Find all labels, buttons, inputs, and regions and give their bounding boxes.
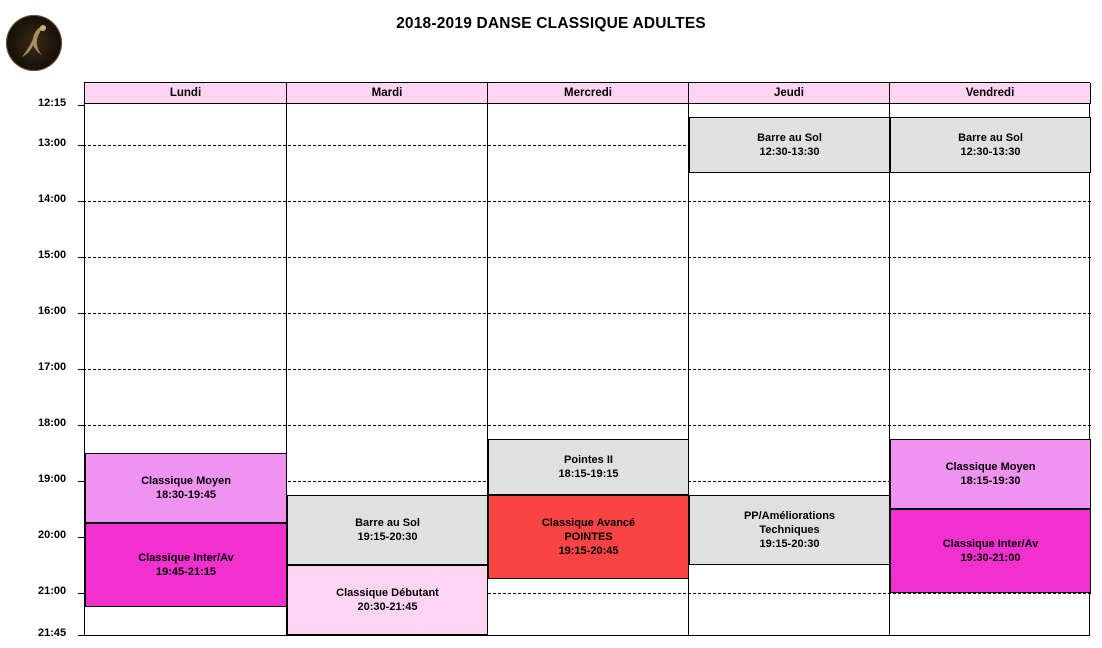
time-label: 21:45 — [38, 627, 67, 639]
class-detail: Techniques — [759, 524, 820, 536]
class-block[interactable] — [689, 495, 890, 565]
class-block[interactable] — [287, 565, 488, 635]
day-header-jeudi: Jeudi — [689, 83, 890, 104]
day-header-lundi: Lundi — [85, 83, 287, 104]
class-detail: 19:30-21:00 — [960, 552, 1021, 564]
class-detail: 18:30-19:45 — [156, 489, 216, 501]
hour-tick — [78, 425, 85, 426]
class-name: Classique Débutant — [336, 587, 439, 599]
class-detail: POINTES — [564, 531, 613, 543]
schedule-grid — [84, 82, 1090, 636]
class-name: Pointes II — [564, 454, 613, 466]
hour-tick — [78, 537, 85, 538]
time-label: 20:00 — [38, 529, 67, 541]
class-detail: 19:15-20:30 — [759, 538, 820, 550]
hour-gridline — [78, 369, 1091, 370]
class-block[interactable] — [85, 523, 287, 607]
hour-gridline — [78, 313, 1091, 314]
hour-tick — [78, 635, 85, 636]
class-detail: 19:15-20:30 — [357, 531, 418, 543]
class-detail: 18:15-19:15 — [558, 468, 619, 480]
class-block[interactable] — [85, 453, 287, 523]
hour-tick — [78, 201, 85, 202]
hour-gridline — [78, 201, 1091, 202]
time-label: 16:00 — [38, 305, 67, 317]
class-block[interactable] — [890, 439, 1091, 509]
hour-tick — [78, 481, 85, 482]
hour-tick — [78, 593, 85, 594]
class-detail: 19:15-20:45 — [558, 545, 619, 557]
class-name: Barre au Sol — [355, 517, 420, 529]
class-name: Barre au Sol — [958, 132, 1023, 144]
class-detail: 20:30-21:45 — [357, 601, 418, 613]
hour-tick — [78, 145, 85, 146]
time-label: 19:00 — [38, 473, 67, 485]
class-name: Barre au Sol — [757, 132, 822, 144]
time-label: 18:00 — [38, 417, 67, 429]
time-label: 14:00 — [38, 193, 67, 205]
class-block[interactable] — [890, 117, 1091, 173]
class-block[interactable] — [488, 495, 689, 579]
page-title: 2018-2019 DANSE CLASSIQUE ADULTES — [396, 15, 706, 32]
class-block[interactable] — [287, 495, 488, 565]
time-label: 17:00 — [38, 361, 67, 373]
time-label: 15:00 — [38, 249, 67, 261]
hour-gridline — [78, 425, 1091, 426]
time-label: 21:00 — [38, 585, 67, 597]
hour-tick — [78, 257, 85, 258]
class-block[interactable] — [890, 509, 1091, 593]
day-header-vendredi: Vendredi — [890, 83, 1091, 104]
class-name: Classique Avancé — [541, 517, 636, 529]
class-name: Classique Moyen — [945, 461, 1036, 473]
class-name: Classique Moyen — [141, 475, 231, 487]
time-label: 12:15 — [38, 97, 67, 109]
hour-tick — [78, 313, 85, 314]
time-label: 13:00 — [38, 137, 67, 149]
class-name: Classique Inter/Av — [138, 552, 234, 564]
class-detail: 19:45-21:15 — [156, 566, 216, 578]
hour-gridline — [78, 257, 1091, 258]
class-detail: 12:30-13:30 — [960, 146, 1021, 158]
class-name: PP/Améliorations — [743, 510, 836, 522]
class-block[interactable] — [689, 117, 890, 173]
class-block[interactable] — [488, 439, 689, 495]
class-detail: 18:15-19:30 — [960, 475, 1021, 487]
class-detail: 12:30-13:30 — [759, 146, 820, 158]
day-header-mercredi: Mercredi — [488, 83, 689, 104]
hour-tick — [78, 105, 85, 106]
hour-tick — [78, 369, 85, 370]
class-name: Classique Inter/Av — [942, 538, 1039, 550]
day-header-mardi: Mardi — [287, 83, 488, 104]
